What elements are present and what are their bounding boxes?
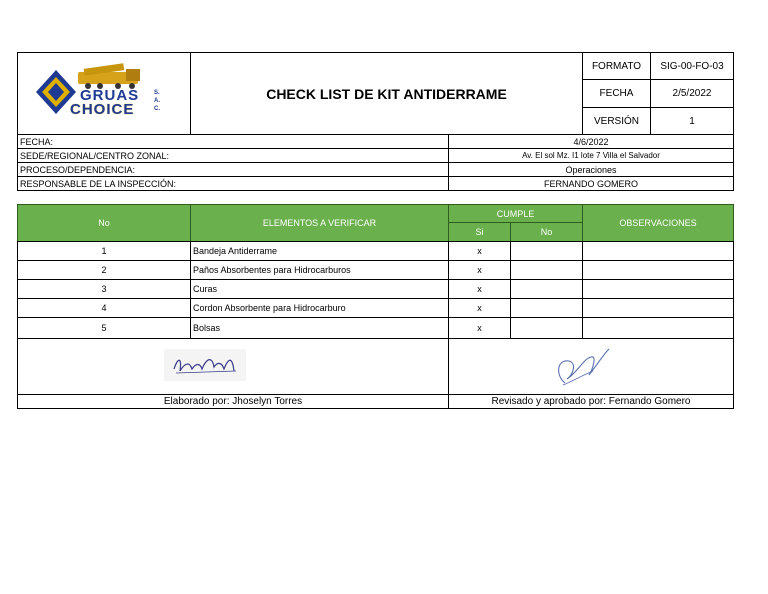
- col-header-no-cumple: No: [510, 222, 583, 242]
- row-2-obs: [582, 260, 734, 280]
- row-3-element: Curas: [190, 279, 449, 299]
- header-logo-cell: [17, 52, 191, 135]
- row-3-no: 3: [17, 279, 191, 299]
- row-5-no-mark: [510, 317, 583, 339]
- logo-text-bottom: CHOICE: [70, 101, 135, 118]
- col-header-no: No: [17, 204, 191, 242]
- row-5-no: 5: [17, 317, 191, 339]
- row-3-obs: [582, 279, 734, 299]
- row-1-si: x: [448, 241, 511, 261]
- meta-label-fecha: FECHA: [582, 79, 651, 108]
- footer-revisado: Revisado y aprobado por: Fernando Gomero: [448, 394, 734, 409]
- row-3-si: x: [448, 279, 511, 299]
- row-3-no-mark: [510, 279, 583, 299]
- row-2-no-mark: [510, 260, 583, 280]
- col-header-cumple: CUMPLE: [448, 204, 583, 223]
- meta-label-formato: FORMATO: [582, 52, 651, 80]
- footer-elaborado: Elaborado por: Jhoselyn Torres: [17, 394, 449, 409]
- info-label-proceso: PROCESO/DEPENDENCIA:: [17, 162, 449, 177]
- signature-cell-revisado: [448, 338, 734, 395]
- row-4-obs: [582, 298, 734, 318]
- row-2-no: 2: [17, 260, 191, 280]
- row-1-obs: [582, 241, 734, 261]
- meta-value-version: 1: [650, 107, 734, 135]
- info-label-sede: SEDE/REGIONAL/CENTRO ZONAL:: [17, 148, 449, 163]
- row-4-element: Cordon Absorbente para Hidrocarburo: [190, 298, 449, 318]
- logo-text-top: GRUAS: [80, 87, 140, 104]
- info-label-responsable: RESPONSABLE DE LA INSPECCIÓN:: [17, 176, 449, 191]
- meta-value-fecha: 2/5/2022: [650, 79, 734, 108]
- row-1-no-mark: [510, 241, 583, 261]
- row-4-no-mark: [510, 298, 583, 318]
- info-value-responsable: FERNANDO GOMERO: [448, 176, 734, 191]
- info-value-proceso: Operaciones: [448, 162, 734, 177]
- col-header-elements: ELEMENTOS A VERIFICAR: [190, 204, 449, 242]
- row-1-no: 1: [17, 241, 191, 261]
- row-2-si: x: [448, 260, 511, 280]
- logo-suffix: S. A. C.: [154, 90, 160, 112]
- row-1-element: Bandeja Antiderrame: [190, 241, 449, 261]
- meta-label-version: VERSIÓN: [582, 107, 651, 135]
- meta-value-formato: SIG-00-FO-03: [650, 52, 734, 80]
- info-value-fecha: 4/6/2022: [448, 134, 734, 149]
- signature-cell-elaborado: [17, 338, 449, 395]
- document-title: [190, 52, 583, 135]
- info-label-fecha: FECHA:: [17, 134, 449, 149]
- col-header-observaciones: OBSERVACIONES: [582, 204, 734, 242]
- signature-revisado-image: [553, 345, 613, 391]
- row-5-element: Bolsas: [190, 317, 449, 339]
- row-4-si: x: [448, 298, 511, 318]
- row-5-si: x: [448, 317, 511, 339]
- row-5-obs: [582, 317, 734, 339]
- info-value-sede: Av. El sol Mz. I1 lote 7 Villa el Salvador: [448, 148, 734, 163]
- signature-elaborado-image: [164, 349, 246, 381]
- row-4-no: 4: [17, 298, 191, 318]
- row-2-element: Paños Absorbentes para Hidrocarburos: [190, 260, 449, 280]
- document-title-text: CHECK LIST DE KIT ANTIDERRAME: [266, 85, 507, 102]
- col-header-si: Si: [448, 222, 511, 242]
